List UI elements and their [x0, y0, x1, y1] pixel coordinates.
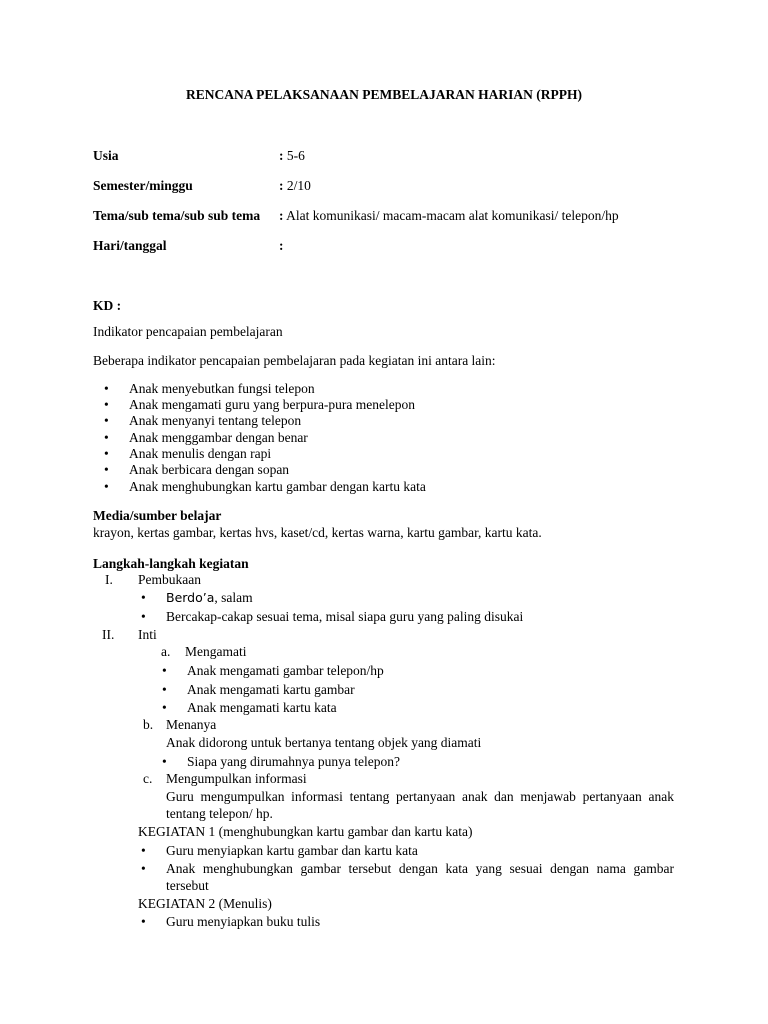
indikator-heading: Indikator pencapaian pembelajaran: [93, 324, 283, 339]
indikator-item: • Anak menyanyi tentang telepon: [129, 412, 301, 429]
section-2-number: II.: [102, 627, 115, 642]
sub-b-text: Anak didorong untuk bertanya tentang objek yang diamati: [166, 735, 482, 750]
langkah-heading: Langkah-langkah kegiatan: [93, 556, 249, 571]
indikator-item: • Anak menggambar dengan benar: [129, 429, 308, 446]
media-text: krayon, kertas gambar, kertas hvs, kaset/cd, kertas warna, kartu gambar, kartu kata.: [93, 525, 542, 540]
mengamati-item: • Anak mengamati gambar telepon/hp: [187, 662, 384, 679]
indikator-item: • Anak menulis dengan rapi: [129, 445, 271, 462]
indikator-item: • Anak berbicara dengan sopan: [129, 461, 289, 478]
document-title: RENCANA PELAKSANAAN PEMBELAJARAN HARIAN (RPPH): [185, 87, 582, 102]
kegiatan-2-item: • Guru menyiapkan buku tulis: [166, 913, 320, 930]
mengamati-item: • Anak mengamati kartu kata: [187, 699, 337, 716]
mengamati-item: • Anak mengamati kartu gambar: [187, 681, 355, 698]
indikator-item: • Anak menyebutkan fungsi telepon: [129, 380, 315, 397]
meta-value-tema: : Alat komunikasi/ macam-macam alat komunikasi/ telepon/hp: [279, 208, 619, 223]
section-2-title: Inti: [138, 627, 157, 642]
sub-b-title: Menanya: [166, 717, 217, 732]
meta-label-hari: Hari/tanggal: [93, 238, 167, 253]
sub-a-number: a.: [161, 644, 171, 659]
kegiatan-1-item: • Guru menyiapkan kartu gambar dan kartu kata: [166, 842, 418, 859]
meta-label-tema: Tema/sub tema/sub sub tema: [93, 208, 261, 223]
kegiatan-2-title: KEGIATAN 2 (Menulis): [138, 896, 272, 911]
sub-c-number: c.: [143, 771, 153, 786]
meta-value-semester: : 2/10: [279, 178, 311, 193]
sub-b-number: b.: [143, 717, 154, 732]
meta-value-usia: : 5-6: [279, 148, 305, 163]
kegiatan-1-item: • Anak menghubungkan gambar tersebut dengan kata yang sesuai dengan nama gambar tersebut: [166, 860, 674, 894]
pembukaan-item: • Bercakap-cakap sesuai tema, misal siapa guru yang paling disukai: [166, 608, 523, 625]
sub-c-text: Guru mengumpulkan informasi tentang pertanyaan anak dan menjawab pertanyaan anak tentang telepon/ hp.: [166, 789, 674, 821]
indikator-item: • Anak mengamati guru yang berpura-pura menelepon: [129, 396, 415, 413]
sub-a-title: Mengamati: [185, 644, 247, 659]
meta-label-usia: Usia: [93, 148, 119, 163]
kegiatan-1-title: KEGIATAN 1 (menghubungkan kartu gambar dan kartu kata): [138, 824, 473, 839]
media-heading: Media/sumber belajar: [93, 508, 222, 523]
indikator-item: • Anak menghubungkan kartu gambar dengan kartu kata: [129, 478, 426, 495]
section-1-number: I.: [105, 572, 113, 587]
section-1-title: Pembukaan: [138, 572, 201, 587]
sub-c-title: Mengumpulkan informasi: [166, 771, 307, 786]
meta-value-hari: :: [279, 238, 284, 253]
pembukaan-item: • Berdo’a, salam: [166, 589, 253, 606]
indikator-intro: Beberapa indikator pencapaian pembelajaran pada kegiatan ini antara lain:: [93, 353, 496, 368]
kd-label: KD :: [93, 298, 122, 313]
menanya-item: • Siapa yang dirumahnya punya telepon?: [187, 753, 400, 770]
meta-label-semester: Semester/minggu: [93, 178, 193, 193]
